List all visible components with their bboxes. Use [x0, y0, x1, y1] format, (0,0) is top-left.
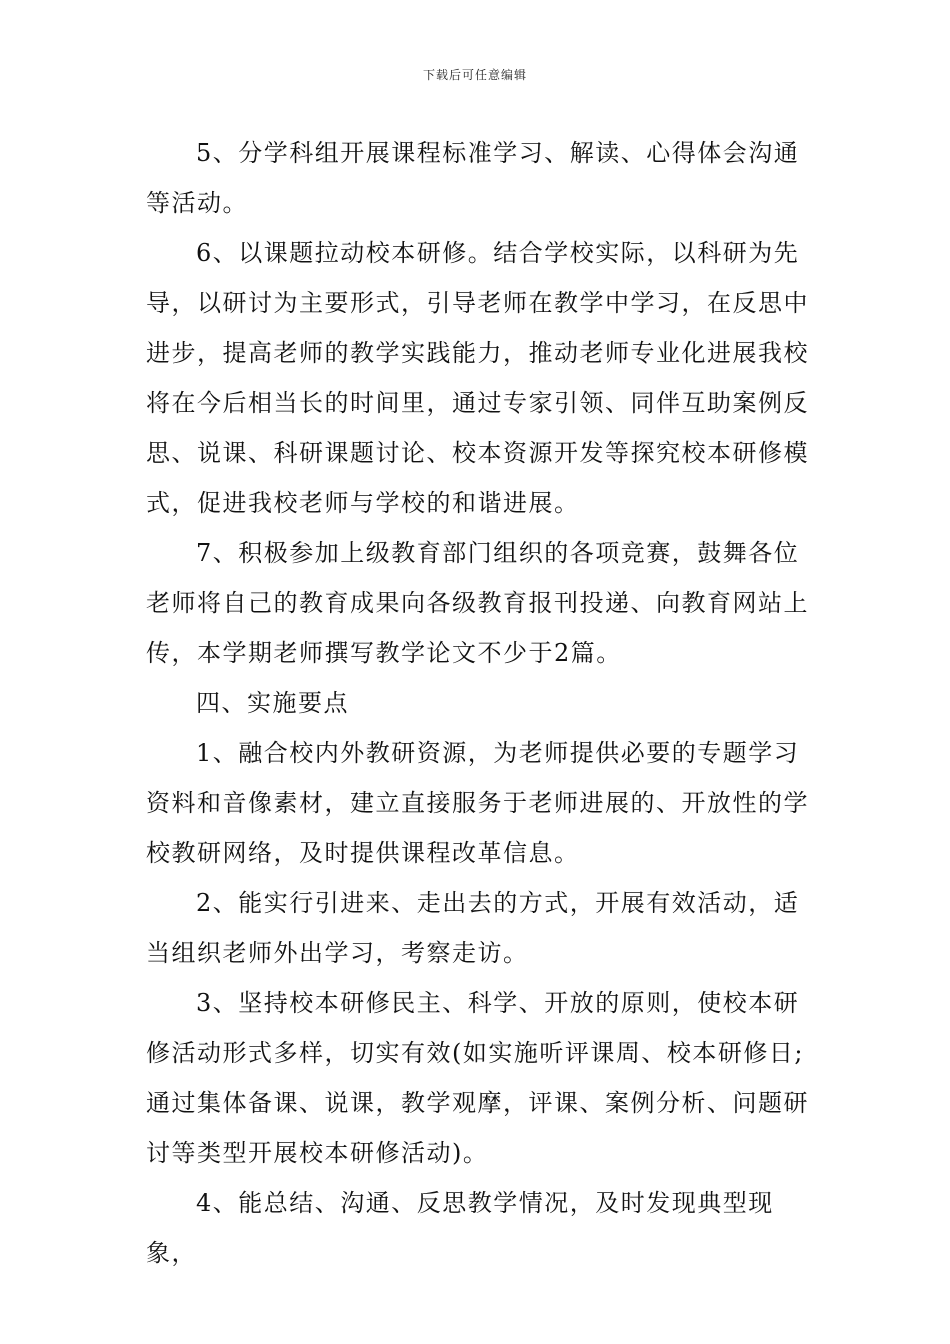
paragraph-point-2: 2、能实行引进来、走出去的方式，开展有效活动，适当组织老师外出学习，考察走访。 — [146, 889, 800, 967]
document-body — [146, 128, 810, 1278]
paragraph-point-4: 4、能总结、沟通、反思教学情况，及时发现典型现象， — [146, 1189, 774, 1267]
header-note: 下载后可任意编辑 — [422, 68, 527, 82]
paragraph-item-7: 7、积极参加上级教育部门组织的各项竞赛，鼓舞各位老师将自己的教育成果向各级教育报刊投递、向教育网站上传，本学期老师撰写教学论文不少于2篇。 — [146, 539, 809, 667]
paragraph-point-3: 3、坚持校本研修民主、科学、开放的原则，使校本研修活动形式多样，切实有效(如实施听评课周、校本研修日;通过集体备课、说课，教学观摩，评课、案例分析、问题研讨等类型开展校本研修活动)。 — [146, 989, 809, 1167]
paragraph-item-5: 5、分学科组开展课程标准学习、解读、心得体会沟通等活动。 — [146, 139, 800, 217]
paragraph-point-1: 1、融合校内外教研资源，为老师提供必要的专题学习资料和音像素材，建立直接服务于老师进展的、开放性的学校教研网络，及时提供课程改革信息。 — [146, 739, 809, 867]
paragraph-item-6: 6、以课题拉动校本研修。结合学校实际，以科研为先导，以研讨为主要形式，引导老师在教学中学习，在反思中进步，提高老师的教学实践能力，推动老师专业化进展我校将在今后相当长的时间里，通过专家引领、同伴互助案例反思、说课、科研课题讨论、校本资源开发等探究校本研修模式，促进我校老师与学校的和谐进展。 — [146, 239, 809, 517]
section-heading-implementation: 四、实施要点 — [196, 689, 349, 717]
